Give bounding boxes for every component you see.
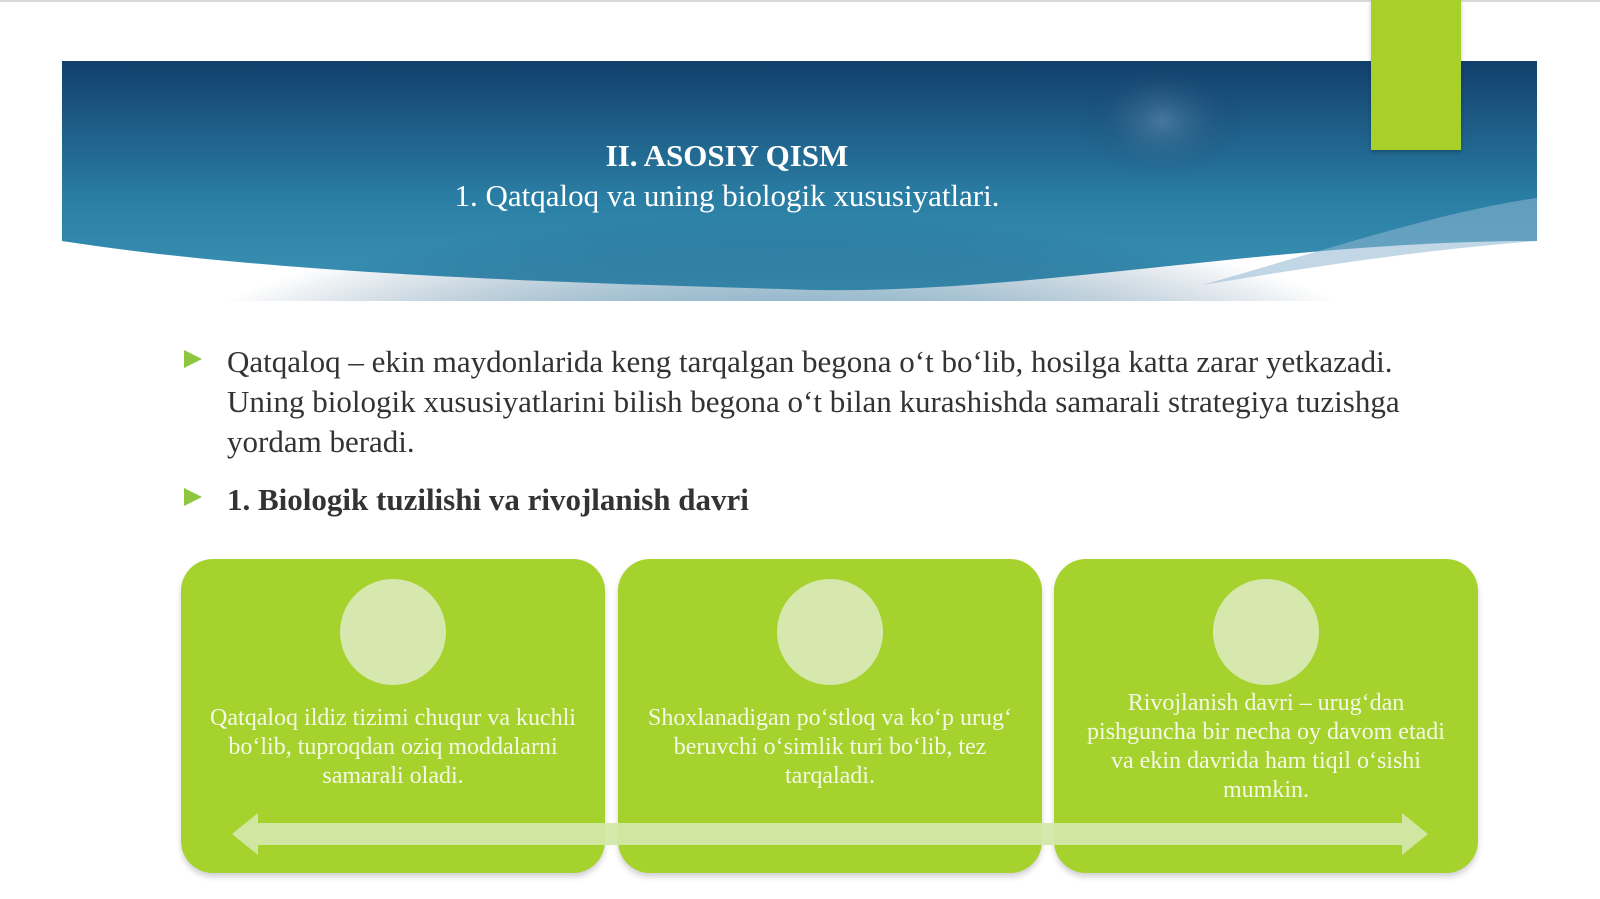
bullet-arrow-icon: [184, 350, 202, 368]
accent-tab: [1371, 0, 1461, 150]
bullet-arrow-icon: [184, 488, 202, 506]
double-arrow-icon: [232, 809, 1428, 859]
title-block: [62, 136, 1392, 216]
bullet-intro: [184, 342, 1404, 462]
bullet-text: 1. Biologik tuzilishi va rivojlanish davri: [227, 482, 749, 517]
card-circle-icon: [777, 579, 883, 685]
bullet-section-heading: [184, 480, 1404, 522]
bullet-text: Qatqaloq – ekin maydonlarida keng tarqalgan begona o‘t bo‘lib, hosilga katta zarar yetkazadi. Uning biologik xususiyatlarini bilish begona o‘t bilan kurashishda samarali strategiya tuzishga yordam beradi.: [227, 344, 1400, 459]
page-title: II. ASOSIY QISM: [605, 138, 849, 173]
card-text: Shoxlanadigan po‘stloq va ko‘p urug‘ beruvchi o‘simlik turi bo‘lib, tez tarqaladi.: [648, 705, 1012, 789]
card-circle-icon: [340, 579, 446, 685]
card-text: Rivojlanish davri – urug‘dan pishguncha bir necha oy davom etadi va ekin davrida ham tiqil o‘sishi mumkin.: [1087, 690, 1445, 803]
top-divider: [0, 0, 1600, 2]
page-subtitle: 1. Qatqaloq va uning biologik xususiyatlari.: [454, 178, 1000, 213]
card-text: Qatqaloq ildiz tizimi chuqur va kuchli bo‘lib, tuproqdan oziq moddalarni samarali oladi.: [210, 705, 576, 789]
card-circle-icon: [1213, 579, 1319, 685]
